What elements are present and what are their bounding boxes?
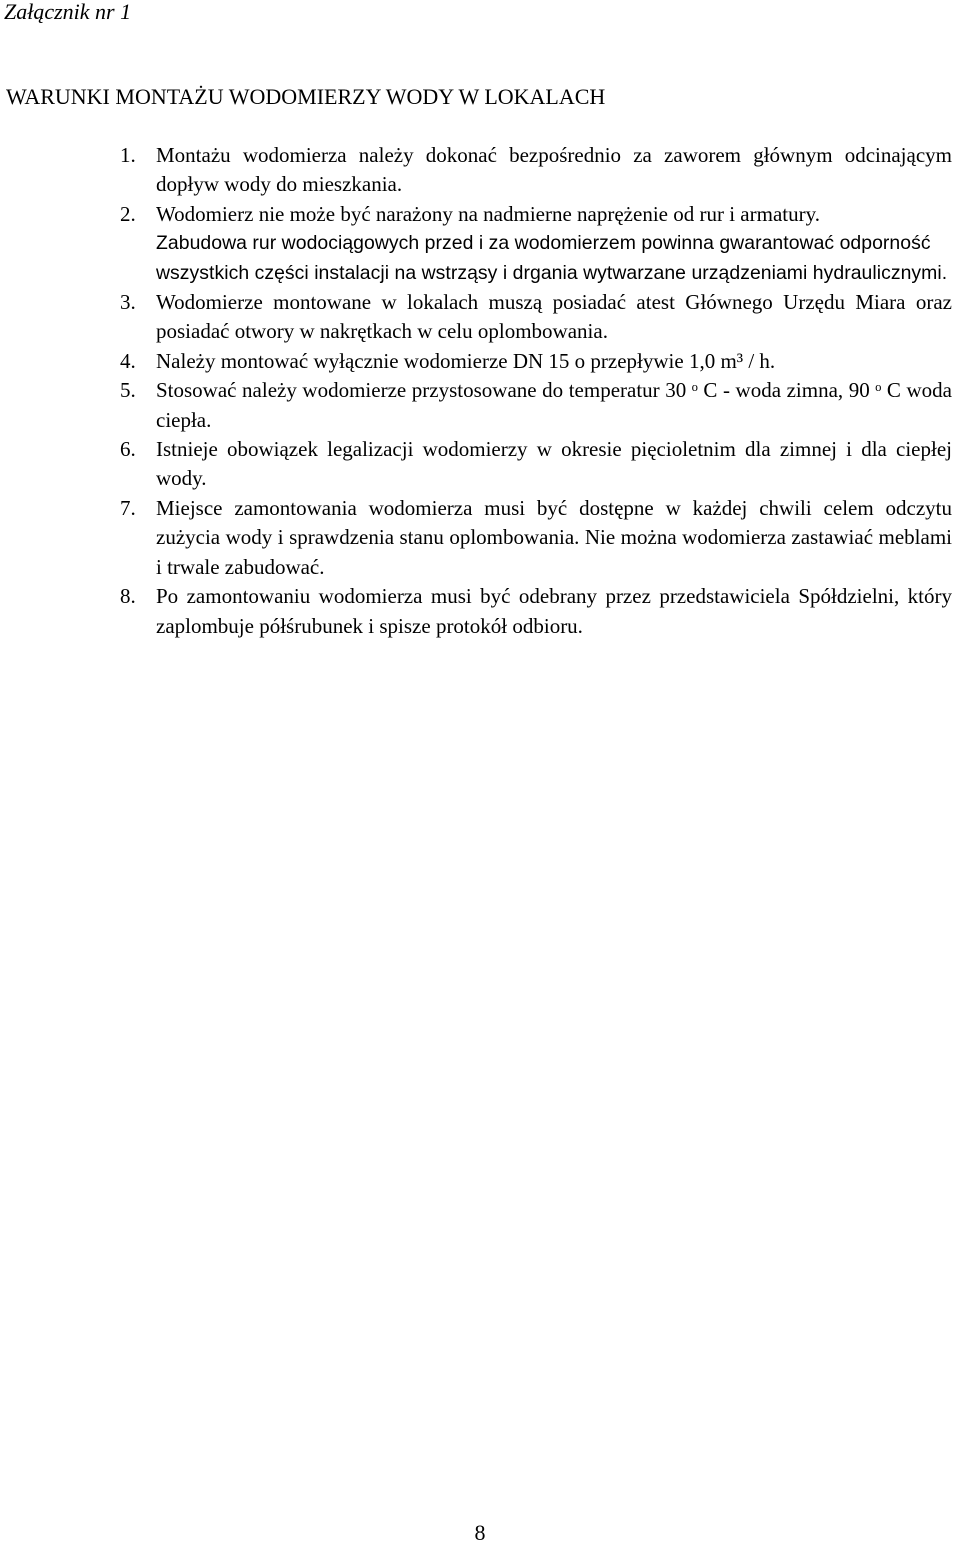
rule-item-8 [0,582,960,641]
rule-text: Po zamontowaniu wodomierza musi być odebrany przez przedstawiciela Spółdzielni, który zaplombuje półśrubunek i spisze protokół odbioru. [156,584,952,638]
rules-list [0,141,960,641]
rule-item-3 [0,288,960,347]
rule-item-7 [0,494,960,582]
rule-number: 6. [120,437,136,462]
rule-item-5 [0,376,960,435]
rule-item-4 [0,347,960,376]
attachment-label: Załącznik nr 1 [4,0,132,24]
rule-text: Miejsce zamontowania wodomierza musi być dostępne w każdej chwili celem odczytu zużycia wody i sprawdzenia stanu oplombowania. Nie można wodomierza zastawiać meblami i trwale zabudować. [156,495,952,579]
rule-text: Istnieje obowiązek legalizacji wodomierzy w okresie pięcioletnim dla zimnej i dla ciepłej wody. [156,437,952,491]
document-title: WARUNKI MONTAŻU WODOMIERZY WODY W LOKALACH [6,84,606,109]
rule-text: Stosować należy wodomierze przystosowane do temperatur 30 ᵒ C - woda zimna, 90 ᵒ C woda ciepła. [156,378,952,432]
rule-item-1 [0,141,960,200]
rule-text: Wodomierz nie może być narażony na nadmierne naprężenie od rur i armatury. [156,201,820,226]
rule-item-6 [0,435,960,494]
rule-number: 8. [120,584,136,609]
rule-text: Wodomierze montowane w lokalach muszą posiadać atest Głównego Urzędu Miara oraz posiadać otwory w nakrętkach w celu oplombowania. [156,290,952,344]
rule-item-2 [0,200,960,288]
rule-number: 3. [120,290,136,315]
rule-note: Zabudowa rur wodociągowych przed i za wodomierzem powinna gwarantować odporność wszystkich części instalacji na wstrząsy i drgania wytwarzane urządzeniami hydraulicznymi. [156,232,948,284]
page-number: 8 [474,1520,486,1545]
rule-text: Montażu wodomierza należy dokonać bezpośrednio za zaworem głównym odcinającym dopływ wody do mieszkania. [156,143,952,197]
rule-text: Należy montować wyłącznie wodomierze DN 15 o przepływie 1,0 m³ / h. [156,348,776,373]
rule-number: 2. [120,201,136,226]
rule-number: 5. [120,378,136,403]
rule-number: 1. [120,143,136,167]
rule-number: 4. [120,348,136,373]
rule-number: 7. [120,495,136,520]
